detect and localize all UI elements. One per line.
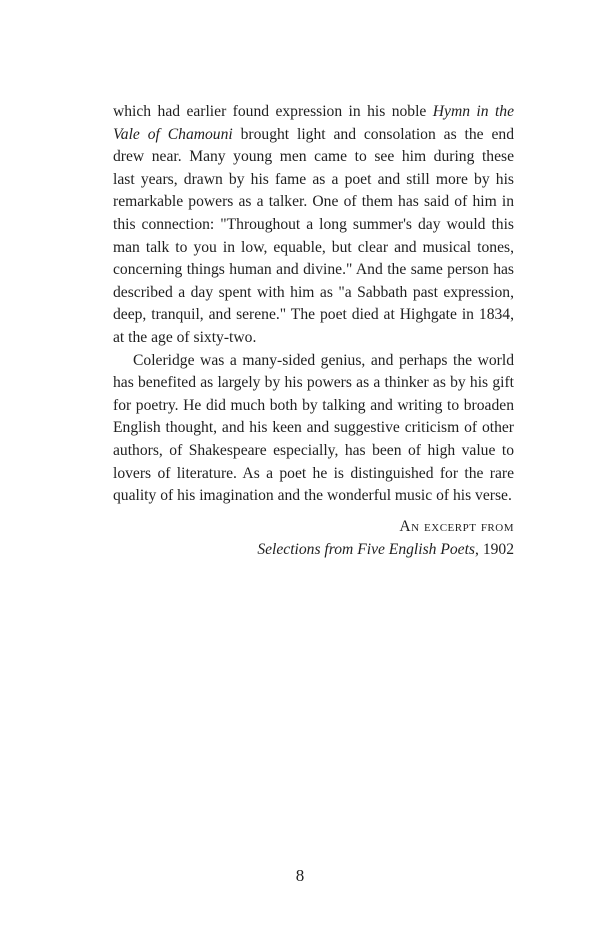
text-line: man talk to you in low, equable, but clear and musical tones, (113, 238, 514, 256)
text-line (113, 124, 514, 147)
body-text (113, 101, 514, 508)
text-line: remarkable powers as a talker. One of them has said of him in (113, 193, 514, 211)
paragraph-1 (113, 101, 514, 350)
text-line: concerning things human and divine." And the same person has (113, 261, 514, 279)
source-title: Selections from Five English Poets (257, 541, 476, 558)
attribution (257, 515, 514, 561)
text-run: brought light and consolation as the end (232, 125, 514, 143)
attribution-source (257, 538, 514, 561)
text-line: Coleridge was a many-sided genius, and perhaps the world (133, 351, 514, 369)
source-year: , 1902 (475, 541, 514, 558)
page-number: 8 (295, 866, 305, 885)
paragraph-2 (113, 350, 514, 508)
text-line: last years, drawn by his fame as a poet and still more by his (113, 170, 514, 188)
text-line: described a day spent with him as "a Sabbath past expression, (113, 283, 514, 301)
text-line: lovers of literature. As a poet he is distinguished for the rare (113, 464, 514, 482)
text-line: English thought, and his keen and suggestive criticism of other (113, 419, 514, 437)
text-run: which had earlier found expression in his noble (113, 103, 433, 120)
text-line: this connection: "Throughout a long summer's day would this (113, 215, 514, 233)
italic-title-run: Hymn in the (432, 103, 515, 120)
attribution-label: An excerpt from (399, 518, 514, 535)
text-line: drew near. Many young men came to see him during these (113, 148, 514, 166)
text-line: authors, of Shakespeare especially, has been of high value to (113, 441, 514, 459)
text-line: deep, tranquil, and serene." The poet died at Highgate in 1834, (113, 306, 514, 324)
text-line: quality of his imagination and the wonderful music of his verse. (113, 487, 512, 505)
text-line: at the age of sixty-two. (113, 328, 257, 346)
italic-title-run: Vale of Chamouni (113, 125, 233, 143)
text-line (113, 101, 514, 124)
text-line: for poetry. He did much both by talking and writing to broaden (113, 396, 514, 414)
text-line: has benefited as largely by his powers as a thinker as by his gift (113, 374, 514, 392)
